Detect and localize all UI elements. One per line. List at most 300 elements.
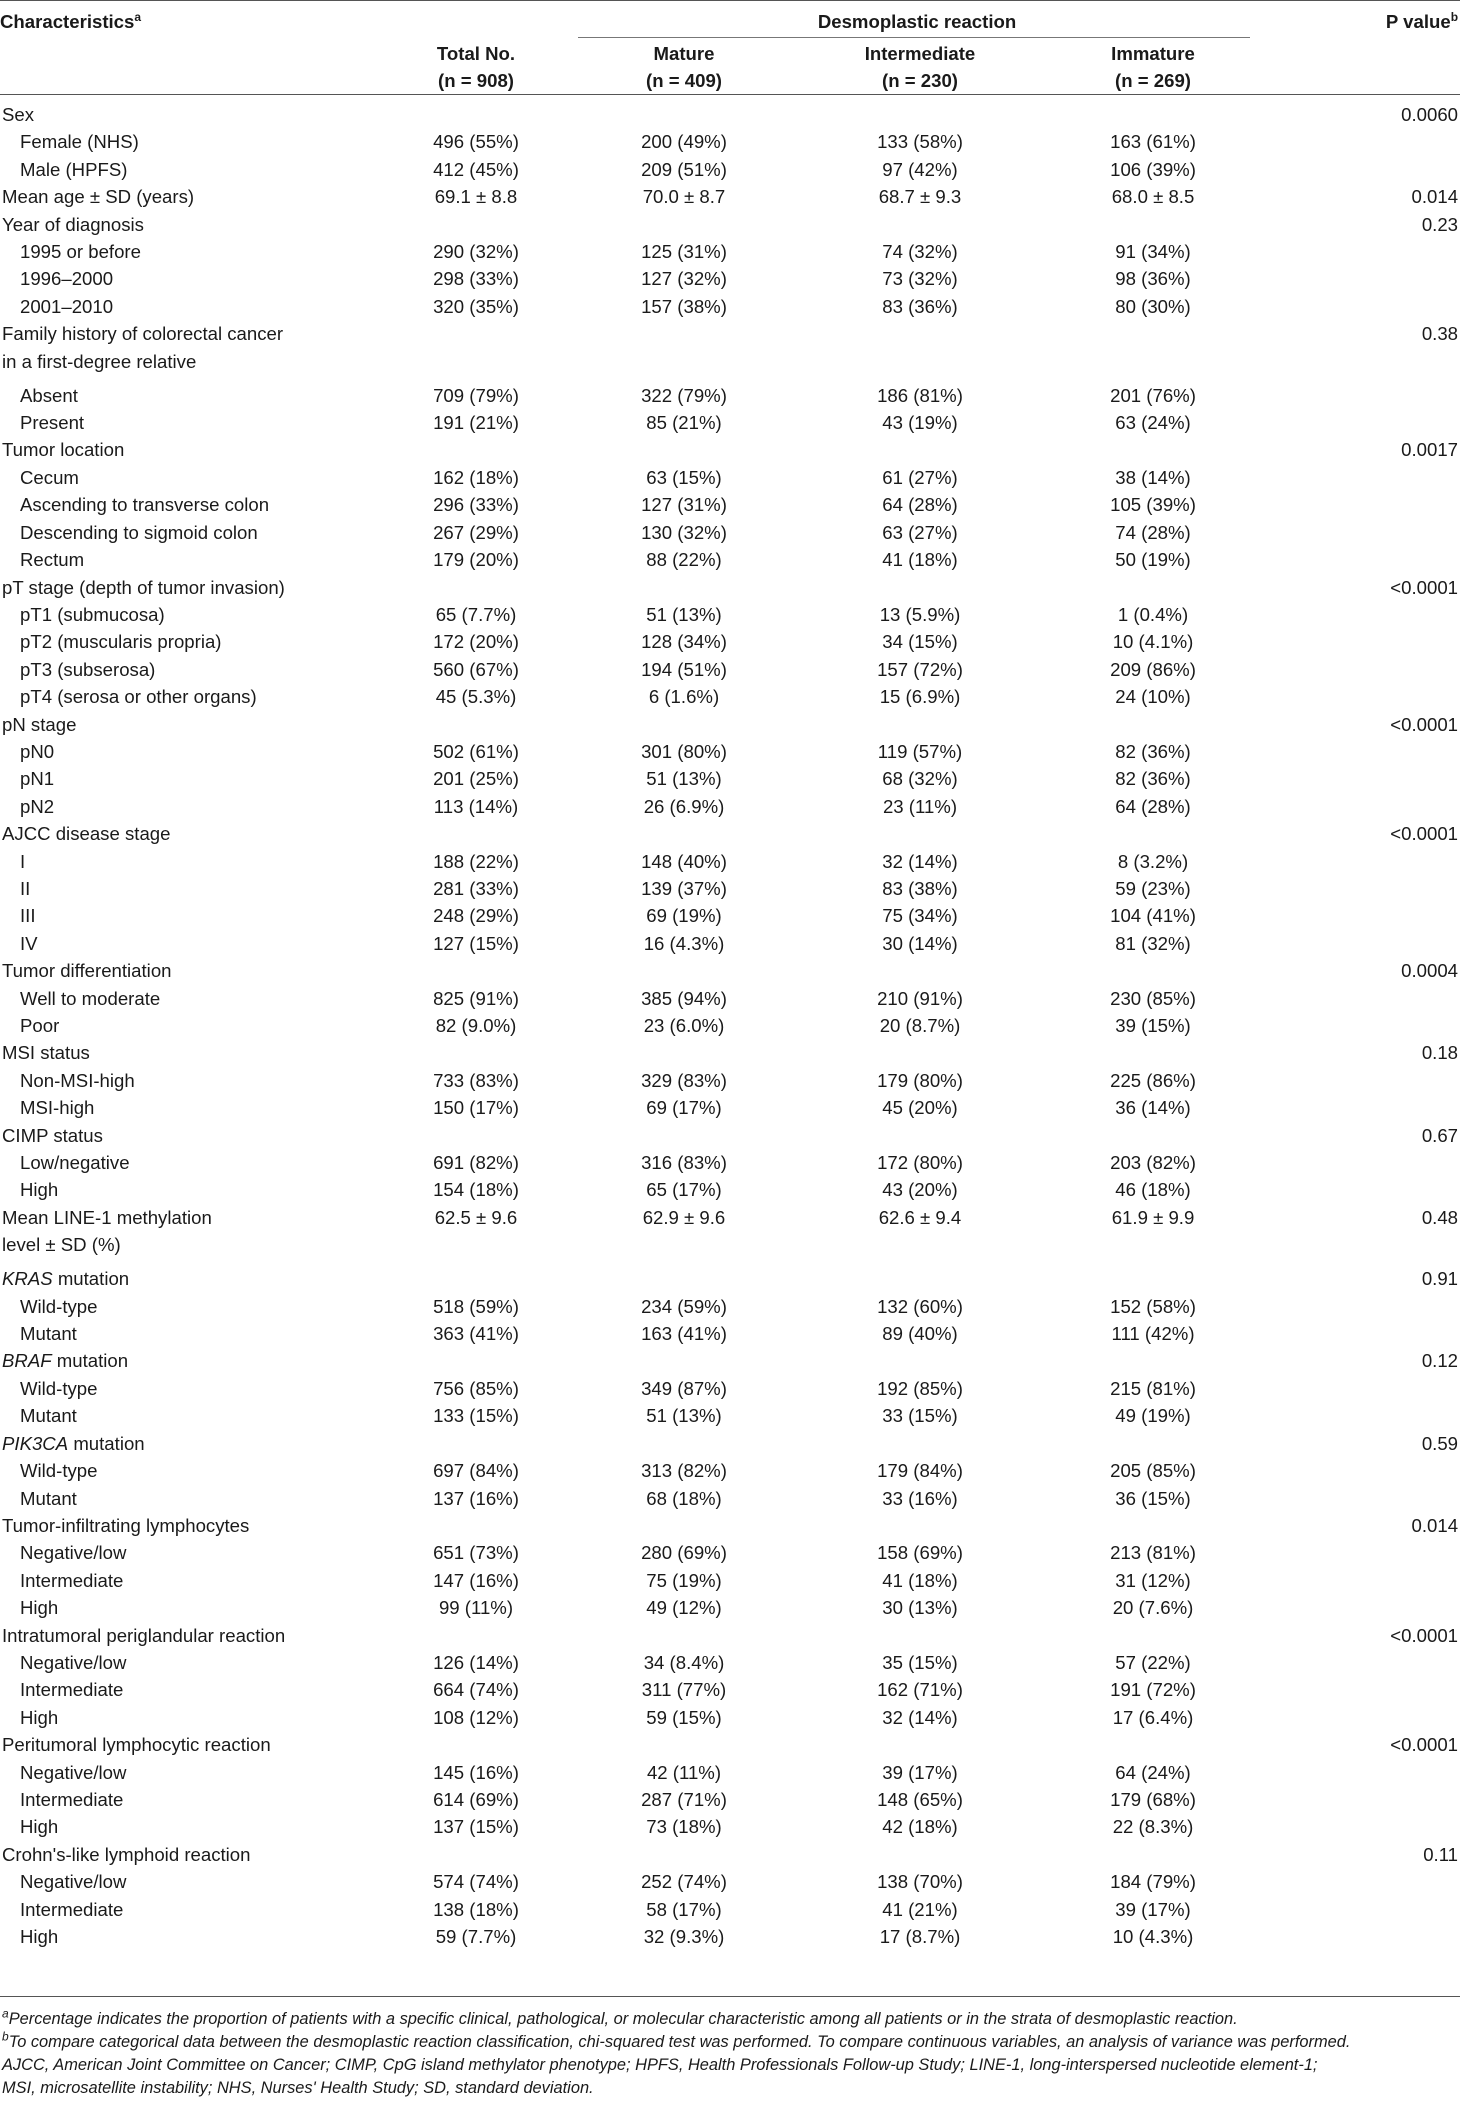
- pvalue-cell: 0.18: [1421, 1042, 1459, 1064]
- mature-column-header: Mature (n = 409): [646, 43, 722, 91]
- total-cell: 172 (20%): [433, 631, 519, 653]
- mature-cell: 200 (49%): [641, 131, 727, 153]
- row-label: Negative/low: [20, 1542, 127, 1564]
- row-label: Intermediate: [20, 1788, 124, 1810]
- immature-cell: 184 (79%): [1110, 1871, 1196, 1893]
- row-label: Poor: [20, 1015, 60, 1036]
- mature-cell: [566, 574, 802, 601]
- table-row: [0, 320, 1460, 347]
- intermediate-cell: 74 (32%): [882, 241, 958, 263]
- row-label: Absent: [20, 384, 78, 406]
- table-row: [0, 1347, 1460, 1374]
- intermediate-cell: 45 (20%): [882, 1097, 958, 1119]
- pvalue-cell: [1268, 793, 1460, 820]
- row-label: 1996–2000: [20, 268, 114, 290]
- immature-cell: 8 (3.2%): [1117, 850, 1189, 872]
- mature-cell: 23 (6.0%): [643, 1015, 725, 1036]
- mature-cell: 128 (34%): [641, 631, 727, 653]
- table-row: [0, 1402, 1460, 1429]
- row-label: in a first-degree relative: [2, 350, 197, 372]
- immature-cell: [1038, 1231, 1268, 1265]
- intermediate-cell: 192 (85%): [877, 1377, 963, 1399]
- mature-cell: 329 (83%): [641, 1069, 727, 1091]
- mature-cell: 316 (83%): [641, 1152, 727, 1174]
- mature-cell: [566, 1841, 802, 1868]
- total-cell: [386, 1039, 566, 1066]
- mature-cell: 62.9 ± 9.6: [642, 1206, 726, 1228]
- intermediate-cell: 43 (20%): [882, 1179, 958, 1201]
- total-cell: 147 (16%): [433, 1569, 519, 1591]
- mature-cell: 65 (17%): [646, 1179, 722, 1201]
- row-label: pT3 (subserosa): [20, 658, 156, 680]
- desmoplastic-reaction-header: Desmoplastic reaction: [566, 0, 1268, 38]
- row-label: Rectum: [20, 549, 85, 571]
- immature-cell: 38 (14%): [1115, 466, 1191, 488]
- row-label: MSI-high: [20, 1097, 95, 1119]
- intermediate-cell: [802, 348, 1038, 382]
- row-label: Wild-type: [20, 1295, 98, 1317]
- row-label: Mutant: [20, 1405, 77, 1427]
- total-cell: [386, 1430, 566, 1457]
- mature-cell: 130 (32%): [641, 521, 727, 543]
- pvalue-cell: [1268, 1786, 1460, 1813]
- footnote-a: $^a$Percentage indicates the proportion of patients with a specific clinical, pathological, or molecular characteristic among all patients or in the strata of desmoplastic reaction.: [2, 2006, 1238, 2028]
- row-label: Wild-type: [20, 1460, 98, 1482]
- total-cell: 154 (18%): [433, 1179, 519, 1201]
- row-label: Female (NHS): [20, 131, 139, 153]
- pvalue-cell: [1268, 628, 1460, 655]
- total-cell: [386, 320, 566, 347]
- intermediate-cell: [802, 1622, 1038, 1649]
- pvalue-cell: [1268, 1149, 1460, 1176]
- table-row: [0, 1594, 1460, 1621]
- intermediate-cell: [802, 320, 1038, 347]
- total-cell: 574 (74%): [433, 1871, 519, 1893]
- immature-cell: 111 (42%): [1111, 1323, 1195, 1345]
- table-row: [0, 1231, 1460, 1265]
- intermediate-cell: 148 (65%): [877, 1788, 963, 1810]
- intermediate-cell: [802, 820, 1038, 847]
- table-row: [0, 793, 1460, 820]
- row-label: KRAS mutation: [2, 1268, 130, 1290]
- mature-cell: [566, 711, 802, 738]
- immature-cell: 106 (39%): [1110, 158, 1196, 180]
- mature-cell: 194 (51%): [641, 658, 727, 680]
- mature-cell: 88 (22%): [646, 549, 722, 571]
- total-cell: 108 (12%): [433, 1706, 519, 1728]
- pvalue-cell: [1268, 1649, 1460, 1676]
- total-cell: [386, 711, 566, 738]
- row-label: CIMP status: [2, 1124, 103, 1146]
- intermediate-cell: 23 (11%): [882, 795, 958, 817]
- pvalue-cell: [1268, 348, 1460, 382]
- mature-cell: 322 (79%): [641, 384, 727, 406]
- immature-cell: 10 (4.1%): [1112, 631, 1194, 653]
- row-label: Well to moderate: [20, 987, 161, 1009]
- pvalue-cell: [1268, 1375, 1460, 1402]
- table-row: [0, 711, 1460, 738]
- total-cell: [386, 1265, 566, 1292]
- pvalue-cell: [1268, 546, 1460, 573]
- total-cell: [386, 348, 566, 382]
- immature-cell: 163 (61%): [1110, 131, 1196, 153]
- immature-cell: 46 (18%): [1115, 1179, 1191, 1201]
- mature-cell: 127 (31%): [641, 494, 727, 516]
- table-row: [0, 1149, 1460, 1176]
- table-row: [0, 436, 1460, 463]
- immature-cell: 215 (81%): [1110, 1377, 1196, 1399]
- pvalue-cell: 0.0060: [1401, 104, 1459, 125]
- total-cell: 756 (85%): [433, 1377, 519, 1399]
- total-cell: [386, 1347, 566, 1374]
- table-row: [0, 546, 1460, 573]
- immature-cell: 213 (81%): [1110, 1542, 1196, 1564]
- mature-cell: [566, 1347, 802, 1374]
- immature-cell: [1038, 820, 1268, 847]
- immature-cell: 203 (82%): [1110, 1152, 1196, 1174]
- total-cell: 138 (18%): [433, 1898, 519, 1920]
- table-row: [0, 409, 1460, 436]
- immature-cell: 31 (12%): [1115, 1569, 1191, 1591]
- table-row: [0, 1539, 1460, 1566]
- table-row: [0, 519, 1460, 546]
- total-cell: 65 (7.7%): [435, 603, 517, 625]
- row-label: AJCC disease stage: [2, 823, 171, 845]
- row-label: IV: [20, 932, 38, 954]
- row-label: Present: [20, 412, 85, 434]
- mature-cell: [566, 1731, 802, 1758]
- immature-cell: 39 (15%): [1115, 1015, 1191, 1036]
- pvalue-cell: [1268, 848, 1460, 875]
- intermediate-cell: [802, 957, 1038, 984]
- total-cell: 825 (91%): [433, 987, 519, 1009]
- immature-cell: 179 (68%): [1110, 1788, 1196, 1810]
- footnote-abbreviations-1: AJCC, American Joint Committee on Cancer; CIMP, CpG island methylator phenotype; HPFS, Health Professionals Follow-up Study; LINE-1, long-interspersed nucleotide element-1;: [2, 2056, 1318, 2074]
- total-cell: 614 (69%): [433, 1788, 519, 1810]
- row-label: Intratumoral periglandular reaction: [2, 1624, 286, 1646]
- pvalue-cell: [1268, 293, 1460, 320]
- pvalue-cell: [1268, 156, 1460, 183]
- row-label: MSI status: [2, 1042, 90, 1064]
- table-row: [0, 985, 1460, 1012]
- intermediate-cell: [802, 211, 1038, 238]
- table-row: [0, 820, 1460, 847]
- total-cell: [386, 1731, 566, 1758]
- table-row: [0, 348, 1460, 382]
- immature-cell: [1038, 1347, 1268, 1374]
- pvalue-cell: [1268, 1293, 1460, 1320]
- intermediate-cell: 158 (69%): [877, 1542, 963, 1564]
- mature-cell: [566, 1265, 802, 1292]
- intermediate-cell: 62.6 ± 9.4: [878, 1206, 962, 1228]
- intermediate-cell: 63 (27%): [882, 521, 958, 543]
- table-row: [0, 382, 1460, 409]
- mature-cell: 252 (74%): [641, 1871, 727, 1893]
- table-row: [0, 265, 1460, 292]
- immature-cell: 17 (6.4%): [1112, 1706, 1194, 1728]
- total-cell: 496 (55%): [433, 131, 519, 153]
- pvalue-cell: <0.0001: [1390, 1624, 1459, 1646]
- total-cell: 69.1 ± 8.8: [434, 186, 518, 208]
- row-label: Crohn's-like lymphoid reaction: [2, 1843, 251, 1865]
- row-label: Intermediate: [20, 1679, 124, 1701]
- row-label: Negative/low: [20, 1651, 127, 1673]
- row-label: Wild-type: [20, 1377, 98, 1399]
- mature-cell: [566, 1430, 802, 1457]
- mature-cell: [566, 1039, 802, 1066]
- table-row: [0, 683, 1460, 710]
- immature-cell: 225 (86%): [1110, 1069, 1196, 1091]
- pvalue-cell: [1268, 1539, 1460, 1566]
- total-cell: [386, 957, 566, 984]
- total-cell: 82 (9.0%): [435, 1015, 517, 1036]
- pvalue-cell: [1268, 930, 1460, 957]
- table-row: [0, 1731, 1460, 1758]
- pvalue-cell: [1268, 1923, 1460, 1950]
- mature-cell: 125 (31%): [641, 241, 727, 263]
- table-row: [0, 1841, 1460, 1868]
- intermediate-cell: [802, 574, 1038, 601]
- pvalue-cell: <0.0001: [1390, 823, 1459, 845]
- immature-cell: 49 (19%): [1115, 1405, 1191, 1427]
- immature-column-header: Immature (n = 269): [1111, 43, 1195, 91]
- row-label: pN0: [20, 740, 55, 762]
- total-cell: 127 (15%): [433, 932, 519, 954]
- immature-cell: [1038, 348, 1268, 382]
- intermediate-cell: 42 (18%): [882, 1816, 958, 1838]
- mature-cell: [566, 348, 802, 382]
- mature-cell: [566, 436, 802, 463]
- immature-cell: 74 (28%): [1115, 521, 1191, 543]
- mature-cell: 42 (11%): [646, 1761, 722, 1783]
- total-cell: [386, 574, 566, 601]
- table-row: [0, 1122, 1460, 1149]
- total-cell: 664 (74%): [433, 1679, 519, 1701]
- total-cell: 99 (11%): [438, 1597, 514, 1619]
- pvalue-cell: [1268, 683, 1460, 710]
- intermediate-cell: 32 (14%): [882, 850, 958, 872]
- total-cell: 137 (15%): [433, 1816, 519, 1838]
- intermediate-cell: 68.7 ± 9.3: [878, 186, 962, 208]
- pvalue-cell: [1268, 491, 1460, 518]
- mature-cell: 68 (18%): [646, 1487, 722, 1509]
- table-row: [0, 628, 1460, 655]
- table-row: [0, 95, 1460, 129]
- immature-cell: [1038, 1731, 1268, 1758]
- row-label: Mean age ± SD (years): [2, 186, 195, 208]
- intermediate-cell: 210 (91%): [877, 987, 963, 1009]
- pvalue-cell: 0.59: [1421, 1432, 1459, 1454]
- immature-cell: 81 (32%): [1115, 932, 1191, 954]
- mature-cell: 34 (8.4%): [643, 1651, 725, 1673]
- mature-cell: 51 (13%): [646, 603, 722, 625]
- intermediate-cell: 34 (15%): [882, 631, 958, 653]
- immature-cell: 36 (15%): [1115, 1487, 1191, 1509]
- table-row: [0, 1759, 1460, 1786]
- row-label: Tumor-infiltrating lymphocytes: [2, 1514, 250, 1536]
- immature-cell: 191 (72%): [1110, 1679, 1196, 1701]
- mature-cell: 163 (41%): [641, 1323, 727, 1345]
- immature-cell: [1038, 1039, 1268, 1066]
- row-label: 1995 or before: [20, 241, 141, 263]
- table-row: [0, 1012, 1460, 1039]
- row-label: High: [20, 1816, 59, 1838]
- intermediate-cell: [802, 1039, 1038, 1066]
- immature-cell: 82 (36%): [1115, 740, 1191, 762]
- row-label: Mutant: [20, 1487, 77, 1509]
- mature-cell: 148 (40%): [641, 850, 727, 872]
- intermediate-cell: 61 (27%): [882, 466, 958, 488]
- pvalue-cell: [1268, 1402, 1460, 1429]
- pvalue-cell: [1268, 875, 1460, 902]
- pvalue-cell: [1268, 765, 1460, 792]
- intermediate-column-header: Intermediate (n = 230): [864, 43, 976, 91]
- intermediate-cell: 83 (36%): [882, 295, 958, 317]
- mature-cell: 69 (17%): [646, 1097, 722, 1119]
- pvalue-cell: [1268, 265, 1460, 292]
- pvalue-cell: 0.12: [1421, 1350, 1459, 1372]
- pvalue-cell: [1268, 409, 1460, 436]
- table-row: [0, 1485, 1460, 1512]
- table-row: [0, 464, 1460, 491]
- intermediate-cell: 75 (34%): [882, 905, 958, 927]
- intermediate-cell: 119 (57%): [877, 740, 963, 762]
- mature-cell: 301 (80%): [641, 740, 727, 762]
- immature-cell: 39 (17%): [1115, 1898, 1191, 1920]
- mature-cell: 75 (19%): [646, 1569, 722, 1591]
- pvalue-cell: 0.67: [1421, 1124, 1459, 1146]
- mature-cell: 349 (87%): [641, 1377, 727, 1399]
- pvalue-cell: [1268, 1868, 1460, 1895]
- total-cell: 691 (82%): [433, 1152, 519, 1174]
- intermediate-cell: 39 (17%): [882, 1761, 958, 1783]
- total-cell: 320 (35%): [433, 295, 519, 317]
- mature-cell: 287 (71%): [641, 1788, 727, 1810]
- mature-cell: 51 (13%): [646, 768, 722, 790]
- table-row: [0, 1896, 1460, 1923]
- total-cell: 145 (16%): [433, 1761, 519, 1783]
- intermediate-cell: [802, 1122, 1038, 1149]
- total-cell: 651 (73%): [433, 1542, 519, 1564]
- immature-cell: 20 (7.6%): [1112, 1597, 1194, 1619]
- immature-cell: 64 (24%): [1115, 1761, 1191, 1783]
- pvalue-cell: [1268, 738, 1460, 765]
- table-body: [0, 95, 1460, 1951]
- row-label: pN1: [20, 768, 55, 790]
- pvalue-cell: <0.0001: [1390, 1734, 1459, 1756]
- intermediate-cell: [802, 711, 1038, 738]
- row-label: Intermediate: [20, 1898, 124, 1920]
- total-cell: [386, 1622, 566, 1649]
- row-label: pT2 (muscularis propria): [20, 631, 222, 653]
- footnote-b: $^b$To compare categorical data between the desmoplastic reaction classification, chi-squared test was performed. To compare continuous variables, an analysis of variance was performed.: [2, 2029, 1351, 2051]
- total-cell: 560 (67%): [433, 658, 519, 680]
- mature-cell: 85 (21%): [646, 412, 722, 434]
- immature-cell: 24 (10%): [1115, 686, 1191, 708]
- total-cell: 248 (29%): [433, 905, 519, 927]
- table-row: [0, 601, 1460, 628]
- pvalue-cell: [1268, 1594, 1460, 1621]
- row-label: pT stage (depth of tumor invasion): [2, 576, 285, 598]
- mature-cell: [566, 320, 802, 347]
- pvalue-cell: [1268, 902, 1460, 929]
- total-cell: 733 (83%): [433, 1069, 519, 1091]
- immature-cell: 104 (41%): [1110, 905, 1196, 927]
- pvalue-cell: 0.91: [1421, 1268, 1459, 1290]
- pvalue-cell: <0.0001: [1390, 576, 1459, 598]
- pvalue-cell: 0.0017: [1401, 439, 1459, 461]
- mature-cell: 311 (77%): [641, 1679, 727, 1701]
- immature-cell: [1038, 1430, 1268, 1457]
- table-row: [0, 1813, 1460, 1840]
- intermediate-cell: 33 (16%): [882, 1487, 958, 1509]
- mature-cell: [566, 211, 802, 238]
- total-cell: 191 (21%): [433, 412, 519, 434]
- row-label: Male (HPFS): [20, 158, 128, 180]
- intermediate-cell: 15 (6.9%): [879, 686, 961, 708]
- pvalue-cell: 0.23: [1421, 213, 1459, 235]
- total-cell: 201 (25%): [433, 768, 519, 790]
- total-cell: 363 (41%): [433, 1323, 519, 1345]
- mature-cell: [566, 1122, 802, 1149]
- mature-cell: [566, 1622, 802, 1649]
- immature-cell: 152 (58%): [1110, 1295, 1196, 1317]
- pvalue-cell: 0.014: [1411, 186, 1459, 208]
- immature-cell: 36 (14%): [1115, 1097, 1191, 1119]
- table-bottom-rule: [0, 1996, 1460, 1997]
- immature-cell: 98 (36%): [1115, 268, 1191, 290]
- mature-cell: 70.0 ± 8.7: [642, 186, 726, 208]
- row-label: Family history of colorectal cancer: [2, 323, 284, 345]
- row-label: BRAF mutation: [2, 1350, 129, 1372]
- immature-cell: [1038, 1265, 1268, 1292]
- total-cell: 502 (61%): [433, 740, 519, 762]
- intermediate-cell: 64 (28%): [882, 494, 958, 516]
- total-cell: 281 (33%): [433, 877, 519, 899]
- immature-cell: [1038, 574, 1268, 601]
- mature-cell: 385 (94%): [641, 987, 727, 1009]
- total-cell: 162 (18%): [433, 466, 519, 488]
- table-row: [0, 574, 1460, 601]
- intermediate-cell: [802, 1231, 1038, 1265]
- immature-cell: 57 (22%): [1115, 1651, 1191, 1673]
- pvalue-cell: [1268, 1759, 1460, 1786]
- immature-cell: 230 (85%): [1110, 987, 1196, 1009]
- intermediate-cell: 41 (18%): [882, 1569, 958, 1591]
- pvalue-cell: [1268, 1457, 1460, 1484]
- table-row: [0, 1067, 1460, 1094]
- intermediate-cell: 41 (18%): [882, 549, 958, 571]
- intermediate-cell: 33 (15%): [882, 1405, 958, 1427]
- row-label: Cecum: [20, 466, 79, 488]
- table-row: [0, 957, 1460, 984]
- intermediate-cell: 35 (15%): [882, 1651, 958, 1673]
- total-cell: 133 (15%): [433, 1405, 519, 1427]
- table-row: [0, 491, 1460, 518]
- total-cell: 267 (29%): [433, 521, 519, 543]
- intermediate-cell: 97 (42%): [882, 158, 958, 180]
- total-cell: [386, 211, 566, 238]
- intermediate-cell: [802, 1430, 1038, 1457]
- mature-cell: 63 (15%): [646, 466, 722, 488]
- intermediate-cell: [802, 1265, 1038, 1292]
- table-row: [0, 930, 1460, 957]
- row-label: Descending to sigmoid colon: [20, 521, 258, 543]
- table-row: [0, 238, 1460, 265]
- pvalue-cell: [1268, 519, 1460, 546]
- total-cell: 45 (5.3%): [435, 686, 517, 708]
- intermediate-cell: [802, 1731, 1038, 1758]
